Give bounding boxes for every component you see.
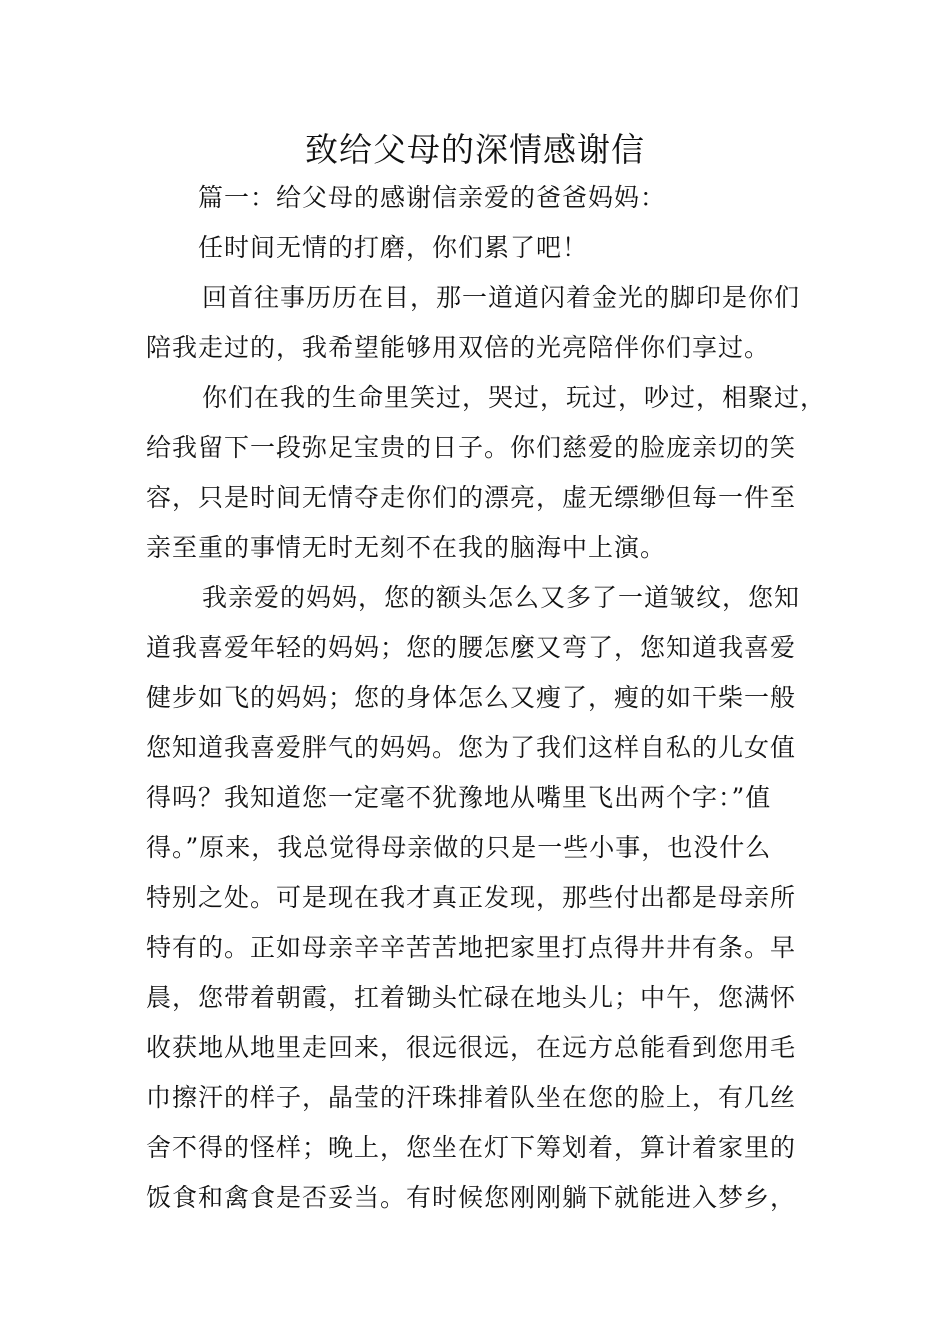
text-line: 饭食和禽食是否妥当。有时候您刚刚躺下就能进入梦乡， (146, 1183, 797, 1212)
text-line: 得。”原来，我总觉得母亲做的只是一些小事，也没什么 (146, 833, 772, 862)
text-line: 健步如飞的妈妈；您的身体怎么又瘦了，瘦的如干柴一般 (146, 683, 797, 712)
text-line: 巾擦汗的样子，晶莹的汗珠排着队坐在您的脸上，有几丝 (146, 1083, 797, 1112)
text-line: 回首往事历历在目，那一道道闪着金光的脚印是你们 (202, 283, 801, 312)
text-line: 您知道我喜爱胖气的妈妈。您为了我们这样自私的儿女值 (146, 733, 797, 762)
text-line: 舍不得的怪样；晚上，您坐在灯下筹划着，算计着家里的 (146, 1133, 797, 1162)
text-line: 亲至重的事情无时无刻不在我的脑海中上演。 (146, 533, 667, 562)
text-line: 我亲爱的妈妈，您的额头怎么又多了一道皱纹，您知 (202, 583, 801, 612)
text-line: 收获地从地里走回来，很远很远，在远方总能看到您用毛 (146, 1033, 797, 1062)
text-line: 给我留下一段弥足宝贵的日子。你们慈爱的脸庞亲切的笑 (146, 433, 797, 462)
text-line: 道我喜爱年轻的妈妈；您的腰怎麼又弯了，您知道我喜爱 (146, 633, 797, 662)
text-line: 任时间无情的打磨，你们累了吧！ (198, 233, 589, 262)
text-line: 得吗？我知道您一定毫不犹豫地从嘴里飞出两个字：”值 (146, 783, 772, 812)
document-title: 致给父母的深情感谢信 (305, 130, 645, 169)
text-line: 篇一：给父母的感谢信亲爱的爸爸妈妈： (198, 183, 667, 212)
text-line: 陪我走过的，我希望能够用双倍的光亮陪伴你们享过。 (146, 333, 771, 362)
text-line: 特别之处。可是现在我才真正发现，那些付出都是母亲所 (146, 883, 797, 912)
text-line: 特有的。正如母亲辛辛苦苦地把家里打点得井井有条。早 (146, 933, 797, 962)
text-line: 容，只是时间无情夺走你们的漂亮，虚无缥缈但每一件至 (146, 483, 797, 512)
text-line: 晨，您带着朝霞，扛着锄头忙碌在地头儿；中午，您满怀 (146, 983, 797, 1012)
text-line: 你们在我的生命里笑过，哭过，玩过，吵过，相聚过， (202, 383, 827, 412)
